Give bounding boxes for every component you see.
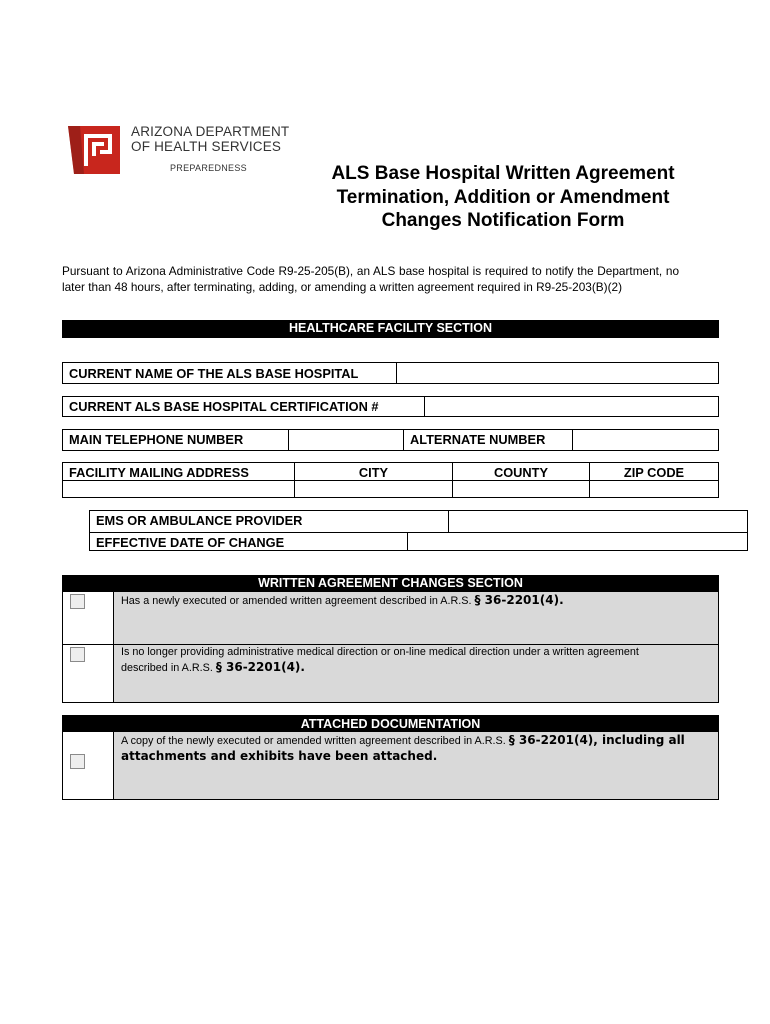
change-option-1-checkbox[interactable] bbox=[70, 594, 85, 609]
attached-ref: § 36-2201(4), including all bbox=[508, 733, 685, 747]
current-name-label: CURRENT NAME OF THE ALS BASE HOSPITAL bbox=[69, 366, 359, 381]
county-header-cell bbox=[453, 463, 590, 480]
certification-label-cell bbox=[63, 397, 425, 416]
attached-text bbox=[121, 733, 685, 764]
logo-wordmark bbox=[131, 124, 289, 154]
change-option-1-ref: § 36-2201(4). bbox=[474, 593, 564, 607]
change-option-2-check-cell bbox=[63, 645, 114, 702]
change-option-2-line-1: Is no longer providing administrative medical direction or on-line medical direction under a written agreement bbox=[121, 646, 639, 658]
ems-row bbox=[89, 510, 748, 533]
alternate-label: ALTERNATE NUMBER bbox=[410, 432, 546, 447]
ems-field[interactable] bbox=[449, 511, 747, 532]
change-option-1-text bbox=[121, 593, 564, 609]
effective-date-field[interactable] bbox=[408, 533, 747, 550]
zip-header: ZIP CODE bbox=[623, 465, 685, 480]
title-line-1: ALS Base Hospital Written Agreement bbox=[331, 163, 675, 184]
effective-date-row bbox=[89, 532, 748, 551]
telephone-row bbox=[62, 429, 719, 451]
city-field[interactable] bbox=[295, 481, 453, 497]
city-header: CITY bbox=[358, 465, 389, 480]
county-field[interactable] bbox=[453, 481, 590, 497]
logo-subtitle: PREPAREDNESS bbox=[170, 163, 247, 173]
main-phone-label-cell bbox=[63, 430, 289, 450]
alternate-field[interactable] bbox=[573, 430, 718, 450]
logo-line-2: OF HEALTH SERVICES bbox=[131, 139, 282, 154]
county-header: COUNTY bbox=[493, 465, 549, 480]
alternate-label-cell bbox=[404, 430, 573, 450]
logo-line-1: ARIZONA DEPARTMENT bbox=[131, 124, 290, 139]
change-option-2-row bbox=[62, 644, 719, 703]
attached-row bbox=[62, 731, 719, 800]
address-table bbox=[62, 462, 719, 498]
title-line-2: Termination, Addition or Amendment bbox=[336, 186, 670, 208]
ems-label: EMS OR AMBULANCE PROVIDER bbox=[96, 513, 303, 528]
attached-check-cell bbox=[63, 732, 114, 799]
effective-label: EFFECTIVE DATE OF CHANGE bbox=[96, 535, 285, 550]
changes-section-header: WRITTEN AGREEMENT CHANGES SECTION bbox=[62, 575, 719, 591]
facility-section-header: HEALTHCARE FACILITY SECTION bbox=[62, 320, 719, 338]
certification-label: CURRENT ALS BASE HOSPITAL CERTIFICATION # bbox=[69, 399, 379, 414]
change-option-2-text bbox=[121, 645, 639, 676]
attached-line-2: attachments and exhibits have been attached. bbox=[121, 749, 438, 763]
ems-label-cell bbox=[90, 511, 449, 532]
attached-line-1 bbox=[121, 733, 685, 749]
attached-checkbox[interactable] bbox=[70, 754, 85, 769]
change-option-2-label: described in A.R.S. bbox=[121, 662, 216, 674]
certification-field[interactable] bbox=[425, 397, 718, 416]
change-option-2-line-2 bbox=[121, 660, 639, 676]
title-line-3: Changes Notification Form bbox=[381, 210, 625, 231]
address-field[interactable] bbox=[63, 481, 295, 497]
change-option-1-check-cell bbox=[63, 592, 114, 644]
attached-label: A copy of the newly executed or amended written agreement described in A.R.S. bbox=[121, 735, 509, 747]
zip-header-cell bbox=[590, 463, 718, 481]
zip-field[interactable] bbox=[590, 481, 718, 497]
main-phone-label: MAIN TELEPHONE NUMBER bbox=[69, 432, 244, 447]
main-phone-field[interactable] bbox=[289, 430, 404, 450]
address-header: FACILITY MAILING ADDRESS bbox=[69, 465, 249, 480]
change-option-1-row bbox=[62, 591, 719, 645]
current-name-label-cell bbox=[63, 363, 397, 383]
effective-label-cell bbox=[90, 533, 408, 550]
city-header-cell bbox=[295, 463, 453, 480]
form-title bbox=[300, 162, 706, 233]
attached-section-header: ATTACHED DOCUMENTATION bbox=[62, 715, 719, 732]
change-option-2-checkbox[interactable] bbox=[70, 647, 85, 662]
change-option-1-label: Has a newly executed or amended written agreement described in A.R.S. bbox=[121, 595, 475, 607]
intro-paragraph: Pursuant to Arizona Administrative Code R9-25-205(B), an ALS base hospital is required to notify the Department, no later than 48 hours, after terminating, adding, or amending a written agreement required in R9-25-203(B)(2) bbox=[62, 264, 679, 294]
current-name-row bbox=[62, 362, 719, 384]
adhs-logo-icon bbox=[66, 124, 122, 176]
current-name-field[interactable] bbox=[397, 363, 718, 383]
address-header-cell bbox=[63, 463, 295, 480]
certification-row bbox=[62, 396, 719, 417]
change-option-2-ref: § 36-2201(4). bbox=[215, 660, 305, 674]
